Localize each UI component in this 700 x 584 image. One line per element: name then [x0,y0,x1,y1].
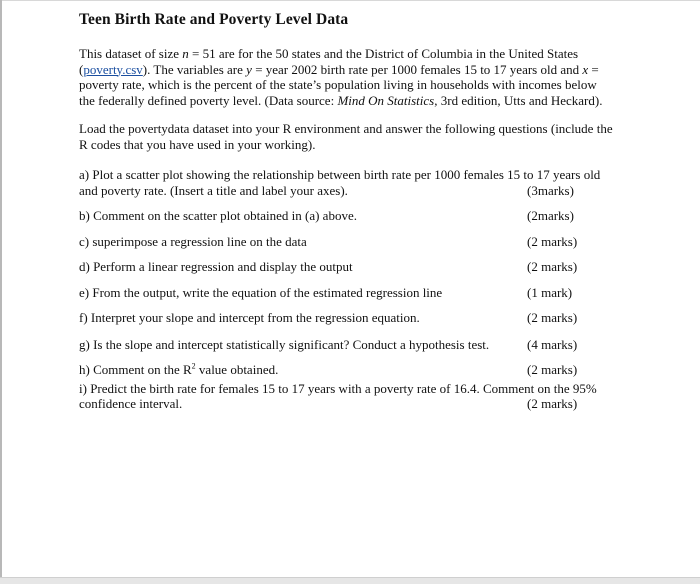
question-text: f) Interpret your slope and intercept from the regression equation. [79,310,420,325]
question-i [79,381,615,412]
question-text: b) Comment on the scatter plot obtained in (a) above. [79,208,357,223]
intro-text-6: , 3rd edition, Utts and Heckard). [434,92,603,108]
question-b [79,208,615,224]
question-text: d) Perform a linear regression and display the output [79,259,353,274]
question-e [79,285,615,301]
question-marks: (3marks) [527,182,574,198]
window-left-edge [0,0,2,583]
question-f [79,310,615,326]
intro-text-3: ). The variables are [142,61,247,77]
superscript-2: 2 [191,361,196,371]
book-title: Mind On Statistics [337,92,435,108]
question-marks: (2marks) [527,208,574,223]
document-page [79,11,615,412]
question-marks: (1 mark) [527,284,573,300]
question-marks: (2 marks) [527,396,578,411]
question-text: g) Is the slope and intercept statistically significant? Conduct a hypothesis test. [79,336,490,352]
question-marks: (2 marks) [527,233,578,249]
question-g [79,337,615,353]
question-marks: (2 marks) [527,310,578,325]
intro-text-4: = year 2002 birth rate per 1000 females 15 to 17 years old and [251,61,583,77]
question-text: e) From the output, write the equation of the estimated regression line [79,284,443,300]
question-d [79,259,615,275]
variable-n: n [182,46,189,61]
question-text-part: value obtained. [195,362,279,377]
question-text: i) Predict the birth rate for females 15 to 17 years with a poverty rate of 16.4. Comment on the 95% confidence interval. [79,380,597,411]
variable-y: y [246,61,252,77]
intro-paragraph [79,46,615,108]
intro-text-2: = 51 are for the 50 states and the District of Columbia in the United States ( [79,46,579,77]
page-title: Teen Birth Rate and Poverty Level Data [79,11,349,28]
variable-x: x [582,61,589,77]
question-text: c) superimpose a regression line on the data [79,233,307,249]
question-a [79,167,615,198]
question-c [79,234,615,250]
question-marks: (2 marks) [527,259,578,274]
instructions-paragraph: Load the povertydata dataset into your R environment and answer the following questions (include the R codes that you have used in your working). [79,121,613,152]
question-h [79,362,615,378]
poverty-csv-link[interactable]: poverty.csv [83,61,143,77]
question-marks: (2 marks) [527,362,578,377]
window-top-edge [0,0,700,1]
question-text: a) Plot a scatter plot showing the relationship between birth rate per 1000 females 15 to 17 years old and poverty rate. (Insert a title and label your axes). [79,167,601,198]
intro-text-1: This dataset of size [79,46,183,61]
intro-text-5: = poverty rate, which is the percent of the state’s population living in households with incomes below the federally defined poverty level. (Data source: [79,61,599,108]
question-text-part: h) Comment on the R [79,362,192,377]
question-marks: (4 marks) [527,336,578,352]
